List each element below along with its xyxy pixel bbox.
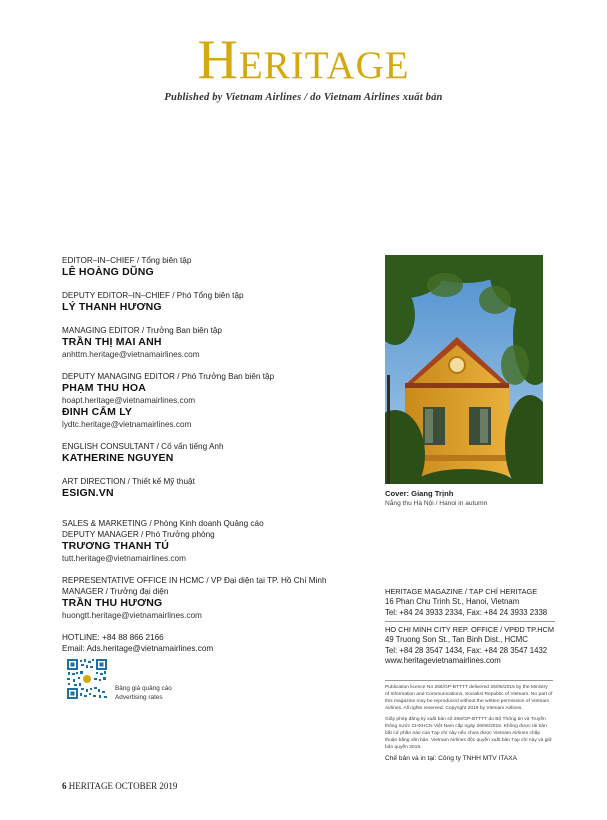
hcmc-rep-email[interactable]: huongtt.heritage@vietnamairlines.com (62, 611, 202, 620)
cover-credit: Cover: Giang Trịnh (385, 489, 454, 498)
staff-block-deputy-editor (62, 290, 372, 314)
staff-block-managing-editor (62, 325, 372, 360)
sales-email[interactable]: tutt.heritage@vietnamairlines.com (62, 554, 186, 563)
hq-phone: Tel: +84 24 3933 2334, Fax: +84 24 3933 2338 (385, 607, 548, 617)
staff-email[interactable]: lydtc.heritage@vietnamairlines.com (62, 420, 192, 429)
staff-role: ENGLISH CONSULTANT / Cố vấn tiếng Anh (62, 442, 224, 451)
sales-block (62, 518, 372, 564)
qr-caption-en: Advertising rates (115, 694, 163, 701)
heritage-logo: Heritage (197, 29, 410, 91)
hcmc-rep-subrole: MANAGER / Trưởng đại diện (62, 587, 169, 596)
hcm-phone: Tel: +84 28 3547 1434, Fax: +84 28 3547 1432 (385, 645, 548, 655)
cover-caption (385, 489, 565, 508)
legal-divider (385, 680, 553, 681)
hcmc-rep-role: REPRESENTATIVE OFFICE IN HCMC / VP Đại diện tại TP. Hồ Chí Minh (62, 576, 327, 585)
staff-name: LÊ HOÀNG DŨNG (62, 266, 154, 278)
legal-vietnamese: Giấy phép đăng ký xuất bản số 266/GP-BTTTT do Bộ Thông tin và Truyền thông nước CHXHCN Việt Nam cấp ngày 26/06/2015. Không được tái bản bất cứ phần nào của Tạp chí này nếu chưa được Vietnam Airlines chấp thuận bằng văn bản. Vietnam Airlines độc quyền xuất bản Tạp chí này và giữ bản quyền 2019. (385, 717, 552, 750)
staff-name: ĐINH CẨM LY (62, 406, 133, 418)
staff-block-deputy-managing-editor (62, 371, 372, 430)
staff-block-english-consultant (62, 441, 372, 465)
staff-name: KATHERINE NGUYEN (62, 452, 174, 464)
staff-role: MANAGING EDITOR / Trưởng Ban biên tập (62, 326, 222, 335)
masthead-tagline: Published by Vietnam Airlines / do Vietnam Airlines xuất bản (164, 92, 443, 103)
website-link[interactable]: www.heritagevietnamairlines.com (385, 656, 501, 665)
hotline-email[interactable]: Email: Ads.heritage@vietnamairlines.com (62, 644, 214, 653)
staff-email[interactable]: hoapt.heritage@vietnamairlines.com (62, 396, 196, 405)
hcmc-rep-name: TRẦN THU HƯƠNG (62, 597, 163, 609)
qr-code[interactable] (66, 658, 108, 700)
staff-role: DEPUTY MANAGING EDITOR / Phó Trưởng Ban biên tập (62, 372, 275, 381)
staff-name: PHẠM THU HOA (62, 382, 147, 394)
sales-name: TRƯƠNG THANH TÚ (62, 540, 169, 552)
qr-caption-vi: Bảng giá quảng cáo (115, 685, 172, 692)
hq-heading: HERITAGE MAGAZINE / TẠP CHÍ HERITAGE (385, 587, 538, 596)
cover-photo (385, 255, 543, 484)
staff-role: DEPUTY EDITOR–IN–CHIEF / Phó Tổng biên tập (62, 291, 244, 300)
printer-credit: Chế bản và in tại: Công ty TNHH MTV ITAXA (385, 755, 518, 762)
hcmc-rep-block (62, 575, 372, 621)
masthead (0, 30, 607, 103)
sales-subrole: DEPUTY MANAGER / Phó Trưởng phòng (62, 530, 215, 539)
legal-english: Publication licence No 266/GP-BTTTT delivered 26/06/2015 by the Ministry of Information and Communications, Socialist Republic of Vietnam. No part of this magazine may be reproduced without the written permission of Vietnam Airlines. All rights reserved. Copyright 2019 by Vietnam Airlines. (385, 685, 553, 711)
staff-role: EDITOR–IN–CHIEF / Tổng biên tập (62, 256, 192, 265)
staff-name: ESIGN.VN (62, 487, 114, 499)
staff-block-art-direction (62, 476, 372, 500)
hcm-heading: HO CHI MINH CITY REP. OFFICE / VPĐD TP.HCM (385, 625, 555, 634)
hotline-phone[interactable]: HOTLINE: +84 88 866 2166 (62, 633, 164, 642)
qr-caption (115, 684, 172, 702)
staff-name: TRẦN THỊ MAI ANH (62, 336, 162, 348)
hcm-address: 49 Truong Son St., Tan Binh Dist., HCMC (385, 635, 528, 644)
sales-role: SALES & MARKETING / Phòng Kinh doanh Quảng cáo (62, 519, 264, 528)
staff-list (62, 255, 372, 665)
staff-name: LÝ THANH HƯƠNG (62, 301, 162, 313)
staff-email[interactable]: anhttm.heritage@vietnamairlines.com (62, 350, 200, 359)
legal-notice (385, 677, 553, 762)
contact-divider (385, 621, 555, 622)
hq-address: 16 Phan Chu Trinh St., Hanoi, Vietnam (385, 597, 520, 606)
staff-role: ART DIRECTION / Thiết kế Mỹ thuật (62, 477, 195, 486)
page-number: 6 (62, 781, 67, 791)
hotline-block (62, 632, 372, 654)
footer-text: HERITAGE OCTOBER 2019 (68, 781, 178, 791)
staff-block-editor-in-chief (62, 255, 372, 279)
cover-subtitle: Nắng thu Hà Nội / Hanoi in autumn (385, 500, 488, 507)
page-footer (62, 781, 177, 791)
contact-info (385, 587, 555, 667)
